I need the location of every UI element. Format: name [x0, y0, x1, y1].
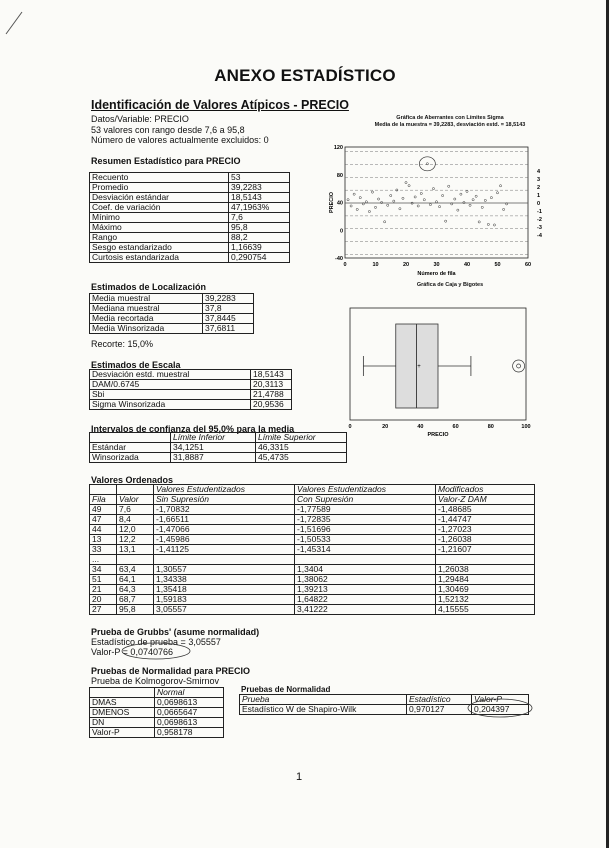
ordered-cell — [295, 555, 436, 565]
ordered-cell: 13 — [90, 535, 117, 545]
ordered-cell: 1,52132 — [436, 595, 535, 605]
ci-cell: 31,8887 — [171, 453, 256, 463]
location-cell: Media Winsorizada — [90, 324, 203, 334]
x-axis-label: Número de fila — [417, 271, 456, 277]
scatter-titles — [330, 115, 570, 129]
data-point — [503, 208, 505, 210]
scale-cell: Sbi — [90, 390, 251, 400]
scale-row — [90, 370, 292, 380]
grubbs-stat: Estadístico de prueba = 3,05557 — [91, 637, 221, 647]
ordered-cell: 21 — [90, 585, 117, 595]
ordered-cell: 1,64822 — [295, 595, 436, 605]
scatter-chart — [325, 140, 555, 285]
y-tick-label: 40 — [336, 200, 343, 207]
y-tick-label: -40 — [335, 256, 343, 262]
data-point — [377, 198, 379, 200]
grubbs-pval: Valor-P = 0,0740766 — [91, 647, 173, 657]
ci-cell: 34,1251 — [171, 443, 256, 453]
sw-cell: Estadístico — [407, 695, 472, 705]
ordered-cell: 1,29484 — [436, 575, 535, 585]
ordered-row — [90, 585, 535, 595]
ks-cell: DN — [90, 718, 155, 728]
ordered-cell: Modificados — [436, 485, 535, 495]
x-tick-label: 40 — [463, 262, 471, 268]
ci-row — [90, 443, 347, 453]
data-point — [402, 197, 404, 199]
scale-cell: Sigma Winsorizada — [90, 400, 251, 410]
data-point — [423, 199, 425, 201]
summary-cell: 88,2 — [229, 233, 290, 243]
scatter-title: Gráfica de Aberrantes con Límites Sigma — [396, 115, 504, 121]
data-point — [445, 220, 447, 222]
scale-table — [89, 369, 292, 410]
summary-row — [90, 243, 290, 253]
summary-cell: 53 — [229, 173, 290, 183]
normality-heading: Pruebas de Normalidad para PRECIO — [91, 666, 251, 676]
y-tick-label: 120 — [333, 145, 343, 151]
ordered-cell — [117, 485, 154, 495]
ks-cell: 0,0698613 — [155, 718, 224, 728]
data-point — [353, 193, 355, 195]
summary-row — [90, 213, 290, 223]
scale-cell: Desviación estd. muestral — [90, 370, 251, 380]
x-tick-label: 0 — [343, 262, 347, 268]
x-axis-label: PRECIO — [427, 432, 449, 438]
ordered-cell: -1,48685 — [436, 505, 535, 515]
sw-cell: Estadístico W de Shapiro-Wilk — [240, 705, 407, 715]
ordered-row — [90, 515, 535, 525]
x-tick-label: 60 — [524, 262, 532, 268]
data-point — [478, 221, 480, 223]
scale-cell: 20,9536 — [251, 400, 292, 410]
location-cell: Mediana muestral — [90, 304, 203, 314]
sw-cell: Valor-P — [472, 695, 529, 705]
ordered-cell: Valor — [117, 495, 154, 505]
sigma-label: -1 — [537, 208, 542, 215]
ordered-cell — [154, 555, 295, 565]
location-heading: Estimados de Localización — [91, 282, 207, 292]
ks-cell — [90, 688, 155, 698]
data-point — [374, 206, 376, 208]
ks-row — [90, 688, 224, 698]
box-chart — [340, 300, 540, 448]
ordered-cell: ... — [90, 555, 117, 565]
ordered-cell: 1,39213 — [295, 585, 436, 595]
data-point — [499, 185, 501, 187]
data-point — [408, 185, 410, 187]
data-point — [429, 203, 431, 205]
ks-label: Prueba de Kolmogorov-Smirnov — [91, 676, 220, 686]
sigma-label: -3 — [537, 224, 542, 231]
sigma-label: -4 — [537, 232, 542, 239]
grubbs-heading: Prueba de Grubbs' (asume normalidad) — [91, 627, 260, 637]
summary-row — [90, 173, 290, 183]
summary-cell: Desviación estándar — [90, 193, 229, 203]
ordered-row — [90, 565, 535, 575]
ordered-cell: -1,50533 — [295, 535, 436, 545]
sw-cell: Prueba — [240, 695, 407, 705]
ordered-cell: 1,38062 — [295, 575, 436, 585]
sigma-label: -2 — [537, 216, 542, 223]
summary-row — [90, 193, 290, 203]
ordered-cell: -1,66511 — [154, 515, 295, 525]
ks-cell: Normal — [155, 688, 224, 698]
data-point — [417, 205, 419, 207]
ks-cell: 0,0665647 — [155, 708, 224, 718]
sigma-label: 1 — [537, 193, 541, 200]
summary-row — [90, 203, 290, 213]
scatter-subtitle: Media de la muestra = 39,2283, desviación estd. = 18,5143 — [374, 122, 526, 128]
ordered-cell: 1,30557 — [154, 565, 295, 575]
ordered-cell: 12,2 — [117, 535, 154, 545]
ks-row — [90, 708, 224, 718]
x-tick-label: 100 — [521, 424, 531, 430]
page-title: ANEXO ESTADÍSTICO — [214, 66, 396, 85]
scale-cell: 20,3113 — [251, 380, 292, 390]
sw-pval-circle-mark — [466, 696, 536, 720]
location-cell: Media muestral — [90, 294, 203, 304]
data-point — [493, 224, 495, 226]
summary-cell: Curtosis estandarizada — [90, 253, 229, 263]
pval-circle-mark — [120, 640, 192, 662]
data-point — [484, 199, 486, 201]
y-axis-label: PRECIO — [329, 191, 335, 214]
summary-row — [90, 183, 290, 193]
ordered-cell: 95,8 — [117, 605, 154, 615]
location-row — [90, 324, 254, 334]
ordered-cell: -1,70832 — [154, 505, 295, 515]
data-point — [371, 191, 373, 193]
plot-frame — [345, 147, 528, 258]
section-title: Identificación de Valores Atípicos - PRECIO — [91, 98, 349, 112]
sw-cell: 0,970127 — [407, 705, 472, 715]
data-point — [487, 223, 489, 225]
ordered-row — [90, 535, 535, 545]
scale-heading: Estimados de Escala — [91, 360, 181, 370]
x-tick-label: 0 — [348, 424, 352, 430]
data-point — [490, 197, 492, 199]
x-tick-label: 50 — [494, 262, 501, 268]
location-row — [90, 314, 254, 324]
ci-cell: Winsorizada — [90, 453, 171, 463]
ks-cell: 0,958178 — [155, 728, 224, 738]
ordered-cell — [436, 555, 535, 565]
ordered-row — [90, 485, 535, 495]
page-number: 1 — [296, 771, 303, 783]
ordered-cell: 47 — [90, 515, 117, 525]
ordered-cell: 44 — [90, 525, 117, 535]
ordered-row — [90, 605, 535, 615]
data-point — [414, 196, 416, 198]
ordered-heading: Valores Ordenados — [91, 475, 174, 485]
sigma-label: 3 — [537, 177, 541, 184]
x-tick-label: 60 — [452, 424, 459, 430]
ordered-cell: Fila — [90, 495, 117, 505]
data-point — [460, 193, 462, 195]
ci-cell: Límite Superior — [256, 433, 347, 443]
ordered-cell: Con Supresión — [295, 495, 436, 505]
ordered-cell: -1,44747 — [436, 515, 535, 525]
trim-note: Recorte: 15,0% — [91, 339, 154, 349]
ordered-cell: Sin Supresión — [154, 495, 295, 505]
ordered-table — [89, 484, 535, 615]
pen-mark — [0, 0, 40, 40]
data-point — [469, 204, 471, 206]
ordered-cell: Valores Estudentizados — [154, 485, 295, 495]
location-cell: 37,8 — [203, 304, 254, 314]
location-table — [89, 293, 254, 334]
ci-table — [89, 432, 347, 463]
x-tick-label: 40 — [417, 424, 424, 430]
location-row — [90, 304, 254, 314]
ordered-cell: 20 — [90, 595, 117, 605]
summary-row — [90, 253, 290, 263]
data-point — [496, 192, 498, 194]
data-point — [405, 181, 407, 183]
ci-cell: 46,3315 — [256, 443, 347, 453]
ordered-cell: 1,30469 — [436, 585, 535, 595]
data-point — [393, 200, 395, 202]
scale-row — [90, 390, 292, 400]
data-point — [365, 201, 367, 203]
summary-cell: 18,5143 — [229, 193, 290, 203]
ordered-cell: 1,34338 — [154, 575, 295, 585]
ordered-row — [90, 495, 535, 505]
ordered-cell: Valor-Z DAM — [436, 495, 535, 505]
data-point — [399, 208, 401, 210]
sigma-label: 0 — [537, 201, 541, 208]
summary-cell: 47,1963% — [229, 203, 290, 213]
data-point — [387, 204, 389, 206]
ordered-cell: 7,6 — [117, 505, 154, 515]
summary-cell: 1,16639 — [229, 243, 290, 253]
ordered-cell: 33 — [90, 545, 117, 555]
scale-cell: 21,4788 — [251, 390, 292, 400]
sigma-label: 4 — [537, 169, 541, 176]
ci-cell — [90, 433, 171, 443]
summary-cell: Promedio — [90, 183, 229, 193]
outlier-point — [517, 364, 521, 368]
data-point — [368, 210, 370, 212]
location-cell: Media recortada — [90, 314, 203, 324]
ordered-row — [90, 545, 535, 555]
x-tick-label: 30 — [433, 262, 440, 268]
ci-row — [90, 433, 347, 443]
data-point — [481, 206, 483, 208]
summary-heading: Resumen Estadístico para PRECIO — [91, 156, 241, 166]
data-point — [466, 190, 468, 192]
data-point — [442, 194, 444, 196]
ks-row — [90, 698, 224, 708]
ordered-cell: 51 — [90, 575, 117, 585]
outlier-circle-mark — [419, 157, 435, 171]
ordered-cell: 34 — [90, 565, 117, 575]
ordered-row — [90, 595, 535, 605]
ordered-cell — [117, 555, 154, 565]
data-point — [420, 192, 422, 194]
summary-row — [90, 233, 290, 243]
ci-heading: Intervalos de confianza del 95,0% para la media — [91, 424, 295, 434]
ci-cell: Estándar — [90, 443, 171, 453]
ordered-cell: 12,0 — [117, 525, 154, 535]
data-point — [350, 205, 352, 207]
ks-row — [90, 718, 224, 728]
scale-row — [90, 380, 292, 390]
ordered-cell: -1,45314 — [295, 545, 436, 555]
summary-cell: 39,2283 — [229, 183, 290, 193]
summary-cell: 7,6 — [229, 213, 290, 223]
ordered-cell: 64,3 — [117, 585, 154, 595]
data-point — [438, 206, 440, 208]
data-point — [454, 198, 456, 200]
data-point — [356, 208, 358, 210]
ordered-cell: 1,26038 — [436, 565, 535, 575]
ordered-row — [90, 505, 535, 515]
location-cell: 37,6811 — [203, 324, 254, 334]
ordered-cell: 68,7 — [117, 595, 154, 605]
ordered-cell: 27 — [90, 605, 117, 615]
ordered-cell: 3,05557 — [154, 605, 295, 615]
ordered-cell: -1,26038 — [436, 535, 535, 545]
ordered-cell — [90, 485, 117, 495]
summary-cell: 95,8 — [229, 223, 290, 233]
x-tick-label: 80 — [487, 424, 494, 430]
ci-row — [90, 453, 347, 463]
ordered-cell: 63,4 — [117, 565, 154, 575]
ordered-cell: -1,77589 — [295, 505, 436, 515]
data-point — [457, 209, 459, 211]
ordered-cell: Valores Estudentizados — [295, 485, 436, 495]
summary-cell: 0,290754 — [229, 253, 290, 263]
ordered-cell: 8,4 — [117, 515, 154, 525]
ks-cell: 0,0698613 — [155, 698, 224, 708]
ordered-cell: -1,51696 — [295, 525, 436, 535]
ordered-cell: 1,3404 — [295, 565, 436, 575]
ordered-cell: -1,21607 — [436, 545, 535, 555]
x-tick-label: 20 — [402, 262, 410, 268]
ks-cell: Valor-P — [90, 728, 155, 738]
ordered-cell: -1,41125 — [154, 545, 295, 555]
intro: Datos/Variable: PRECIO 53 valores con rango desde 7,6 a 95,8 Número de valores actualmente excluidos: 0 — [91, 114, 269, 145]
y-tick-label: 80 — [336, 172, 343, 179]
ordered-row — [90, 555, 535, 565]
ks-cell: DMENOS — [90, 708, 155, 718]
ordered-cell: 1,35418 — [154, 585, 295, 595]
location-cell: 39,2283 — [203, 294, 254, 304]
summary-cell: Máximo — [90, 223, 229, 233]
ks-table — [89, 687, 224, 738]
ks-cell: DMAS — [90, 698, 155, 708]
data-point — [475, 195, 477, 197]
location-row — [90, 294, 254, 304]
summary-cell: Rango — [90, 233, 229, 243]
box-title: Gráfica de Caja y Bigotes — [416, 282, 484, 288]
page-edge — [606, 0, 609, 848]
ci-cell: Límite Inferior — [171, 433, 256, 443]
scale-cell: 18,5143 — [251, 370, 292, 380]
scale-cell: DAM/0.6745 — [90, 380, 251, 390]
summary-row — [90, 223, 290, 233]
sw-heading: Pruebas de Normalidad — [241, 685, 331, 694]
ordered-cell: 3,41222 — [295, 605, 436, 615]
ordered-cell: 1,59183 — [154, 595, 295, 605]
summary-cell: Mínimo — [90, 213, 229, 223]
ordered-row — [90, 575, 535, 585]
data-point — [448, 185, 450, 187]
summary-cell: Sesgo estandarizado — [90, 243, 229, 253]
y-tick-label: 0 — [339, 228, 343, 235]
mean-marker: + — [417, 364, 421, 370]
data-point — [384, 221, 386, 223]
ordered-cell: -1,47066 — [154, 525, 295, 535]
summary-cell: Coef. de variación — [90, 203, 229, 213]
data-point — [435, 201, 437, 203]
data-point — [359, 197, 361, 199]
x-tick-label: 10 — [372, 262, 379, 268]
scale-row — [90, 400, 292, 410]
sigma-label: 2 — [537, 185, 541, 192]
data-point — [347, 199, 349, 201]
ordered-cell: -1,45986 — [154, 535, 295, 545]
summary-table — [89, 172, 290, 263]
ordered-cell: 4,15555 — [436, 605, 535, 615]
ci-cell: 45,4735 — [256, 453, 347, 463]
ks-row — [90, 728, 224, 738]
data-point — [472, 199, 474, 201]
data-point — [390, 194, 392, 196]
ordered-cell: 64,1 — [117, 575, 154, 585]
summary-cell: Recuento — [90, 173, 229, 183]
outlier-circle-mark — [513, 360, 525, 372]
location-cell: 37,8445 — [203, 314, 254, 324]
ordered-cell: 49 — [90, 505, 117, 515]
data-point — [432, 188, 434, 190]
ordered-cell: 13,1 — [117, 545, 154, 555]
ordered-cell: -1,27023 — [436, 525, 535, 535]
sw-cell: 0,204397 — [472, 705, 529, 715]
ordered-row — [90, 525, 535, 535]
x-tick-label: 20 — [382, 424, 389, 430]
ordered-cell: -1,72835 — [295, 515, 436, 525]
